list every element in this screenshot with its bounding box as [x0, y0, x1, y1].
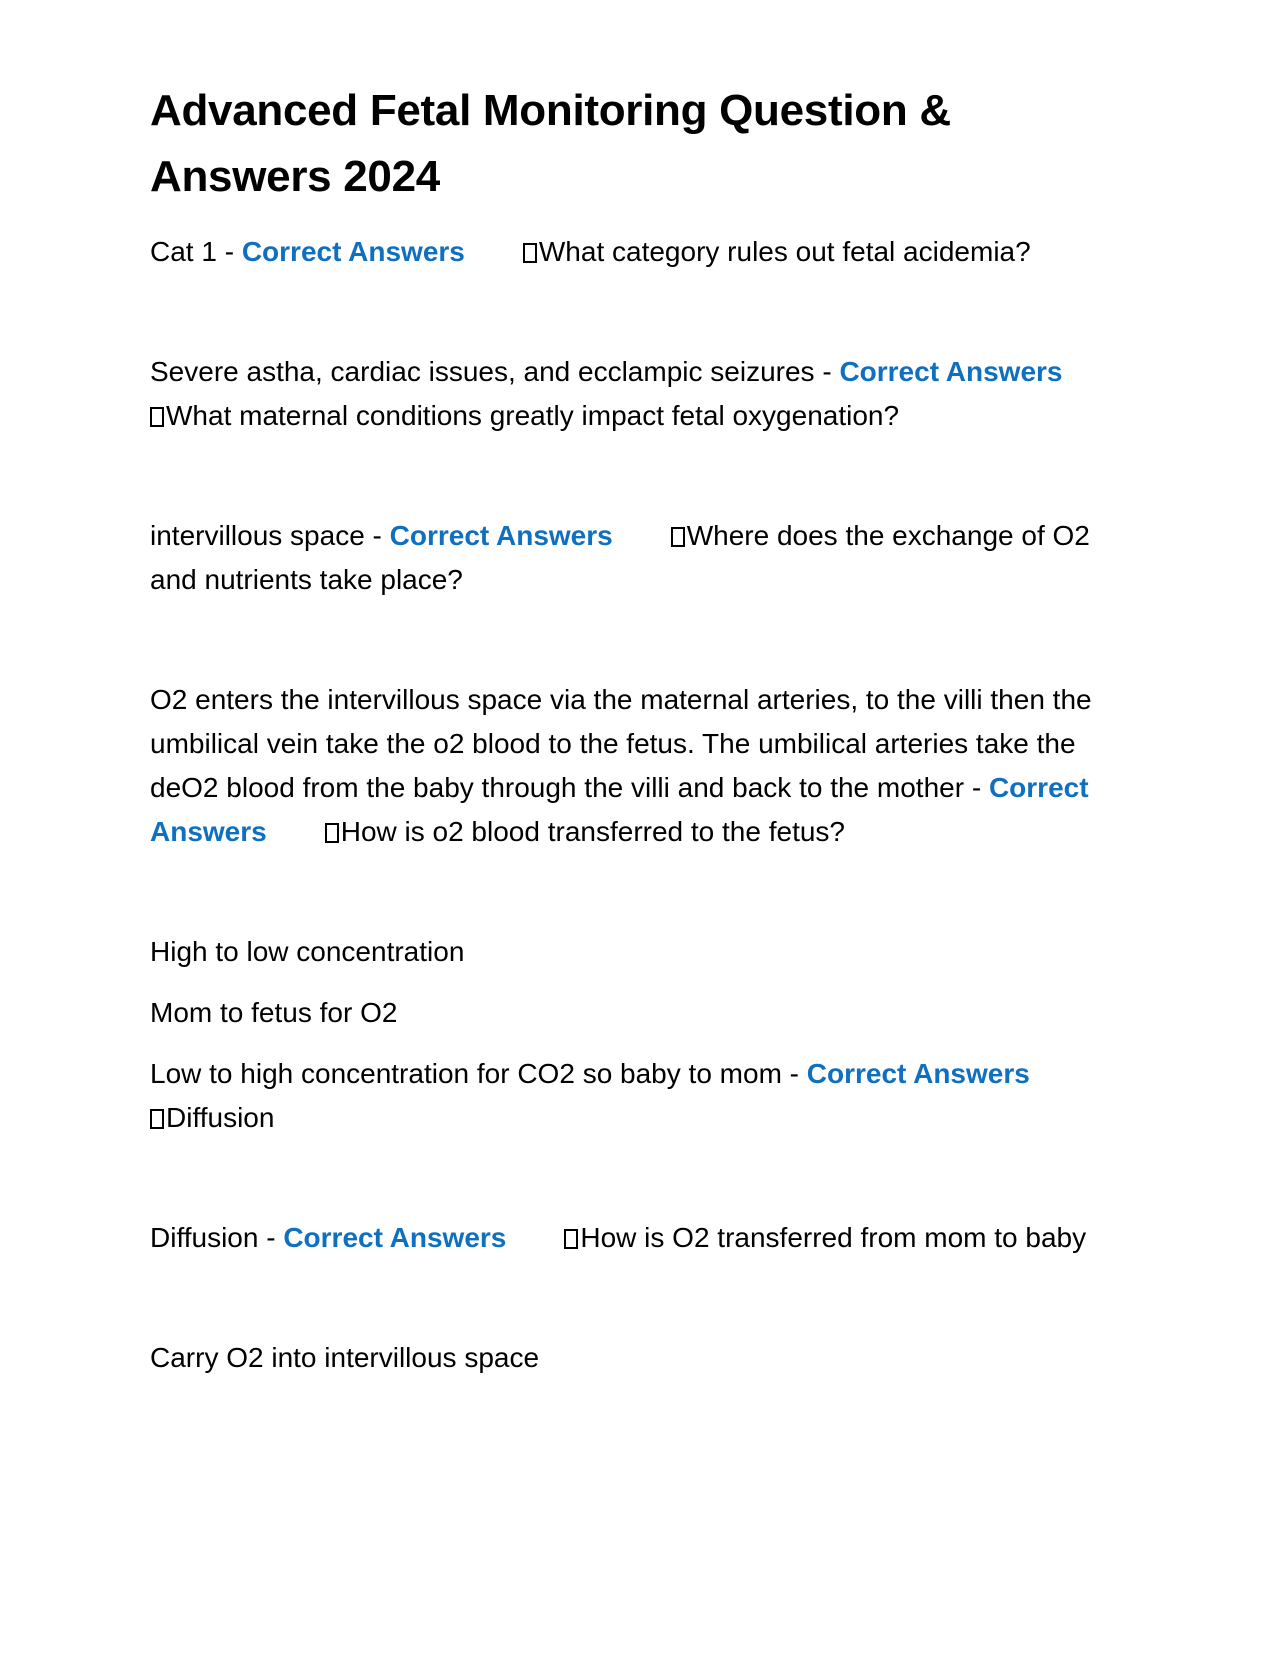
qa-entry: intervillous space - Correct Answers Where does the exchange of O2 and nutrients take place? — [150, 520, 1090, 595]
correct-answers-label: Correct Answers — [389, 520, 613, 551]
checkbox-icon — [150, 407, 164, 427]
answer-text: Low to high concentration for CO2 so baby to mom — [150, 1058, 782, 1089]
checkbox-icon — [150, 1109, 164, 1129]
question-text: Where does the exchange of O2 and nutrients take place? — [150, 520, 1090, 595]
question-text: How is O2 transferred from mom to baby — [580, 1222, 1087, 1253]
checkbox-icon — [325, 823, 339, 843]
correct-answers-label: Correct Answers — [241, 236, 465, 267]
qa-entry: O2 enters the intervillous space via the maternal arteries, to the villi then the umbilical vein take the o2 blood to the fetus. The umbilical arteries take the deO2 blood from the baby through the villi and back to the mother - Correct Answers How is o2 blood transferred to the fetus? — [150, 684, 1092, 847]
qa-entry: Severe astha, cardiac issues, and ecclampic seizures - Correct Answers What maternal conditions greatly impact fetal oxygenation? — [150, 356, 1063, 431]
qa-entry: Low to high concentration for CO2 so baby to mom - Correct Answers Diffusion — [150, 1058, 1030, 1133]
checkbox-icon — [671, 527, 685, 547]
correct-answers-label: Correct Answers — [150, 772, 1089, 847]
question-text: How is o2 blood transferred to the fetus? — [340, 816, 846, 847]
answer-text: intervillous space — [150, 520, 365, 551]
correct-answers-label: Correct Answers — [283, 1222, 507, 1253]
answer-line: Mom to fetus for O2 — [150, 997, 398, 1028]
answer-text: O2 enters the intervillous space via the maternal arteries, to the villi then the umbilical vein take the o2 blood to the fetus. The umbilical arteries take the deO2 blood from the baby through the villi and back to the mother — [150, 684, 1092, 803]
correct-answers-label: Correct Answers — [839, 356, 1063, 387]
checkbox-icon — [564, 1229, 578, 1249]
question-text: What category rules out fetal acidemia? — [538, 236, 1031, 267]
question-text: What maternal conditions greatly impact fetal oxygenation? — [166, 400, 900, 431]
qa-entry: Cat 1 - Correct Answers What category rules out fetal acidemia? — [150, 236, 1031, 267]
answer-line: Carry O2 into intervillous space — [150, 1342, 540, 1373]
correct-answers-label: Correct Answers — [806, 1058, 1030, 1089]
answer-text: Cat 1 — [150, 236, 217, 267]
answer-text: Severe astha, cardiac issues, and ecclampic seizures — [150, 356, 815, 387]
document-page — [150, 78, 1140, 1380]
checkbox-icon — [523, 243, 537, 263]
qa-entry: Diffusion - Correct Answers How is O2 transferred from mom to baby — [150, 1222, 1087, 1253]
document-title: Advanced Fetal Monitoring Question & Answers 2024 — [150, 86, 951, 201]
question-text: Diffusion — [166, 1102, 275, 1133]
answer-line: High to low concentration — [150, 936, 465, 967]
answer-text: Diffusion — [150, 1222, 259, 1253]
